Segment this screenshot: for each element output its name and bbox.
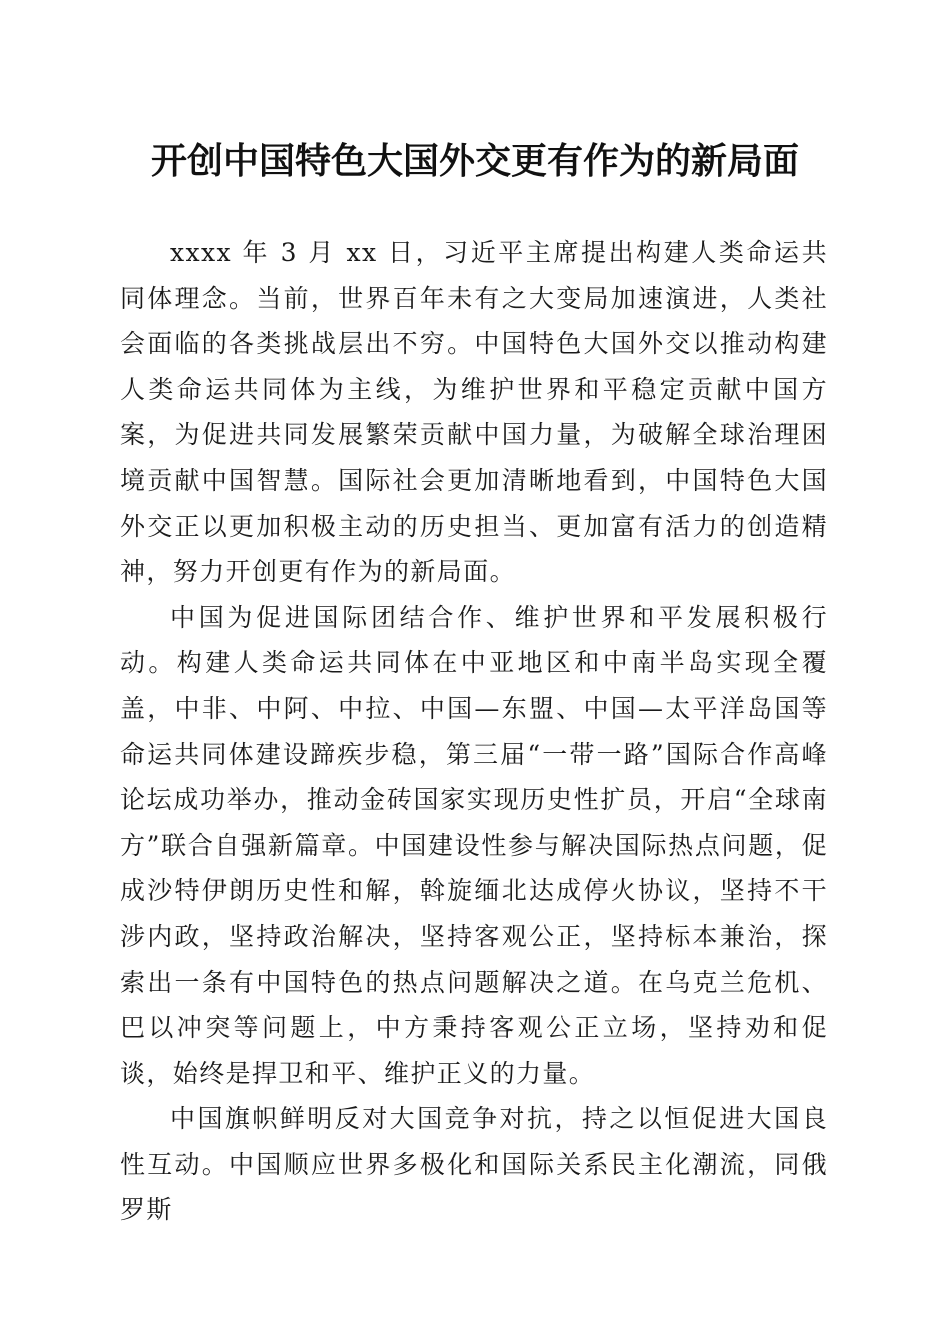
- document-title: 开创中国特色大国外交更有作为的新局面: [150, 140, 799, 182]
- paragraph-2: 中国为促进国际团结合作、维护世界和平发展积极行动。构建人类命运共同体在中亚地区和中南半岛实现全覆盖，中非、中阿、中拉、中国—东盟、中国—太平洋岛国等命运共同体建设蹄疾步稳，第三届“一带一路”国际合作高峰论坛成功举办，推动金砖国家实现历史性扩员，开启“全球南方”联合自强新篇章。中国建设性参与解决国际热点问题，促成沙特伊朗历史性和解，斡旋缅北达成停火协议，坚持不干涉内政，坚持政治解决，坚持客观公正，坚持标本兼治，探索出一条有中国特色的热点问题解决之道。在乌克兰危机、巴以冲突等问题上，中方秉持客观公正立场，坚持劝和促谈，始终是捍卫和平、维护正义的力量。: [120, 602, 828, 1088]
- document-body: [120, 230, 828, 1233]
- paragraph-3: 中国旗帜鲜明反对大国竞争对抗，持之以恒促进大国良性互动。中国顺应世界多极化和国际关系民主化潮流，同俄罗斯: [120, 1104, 828, 1225]
- paragraph-1: xxxx 年 3 月 xx 日，习近平主席提出构建人类命运共同体理念。当前，世界百年未有之大变局加速演进，人类社会面临的各类挑战层出不穷。中国特色大国外交以推动构建人类命运共同体为主线，为维护世界和平稳定贡献中国方案，为促进共同发展繁荣贡献中国力量，为破解全球治理困境贡献中国智慧。国际社会更加清晰地看到，中国特色大国外交正以更加积极主动的历史担当、更加富有活力的创造精神，努力开创更有作为的新局面。: [120, 238, 828, 587]
